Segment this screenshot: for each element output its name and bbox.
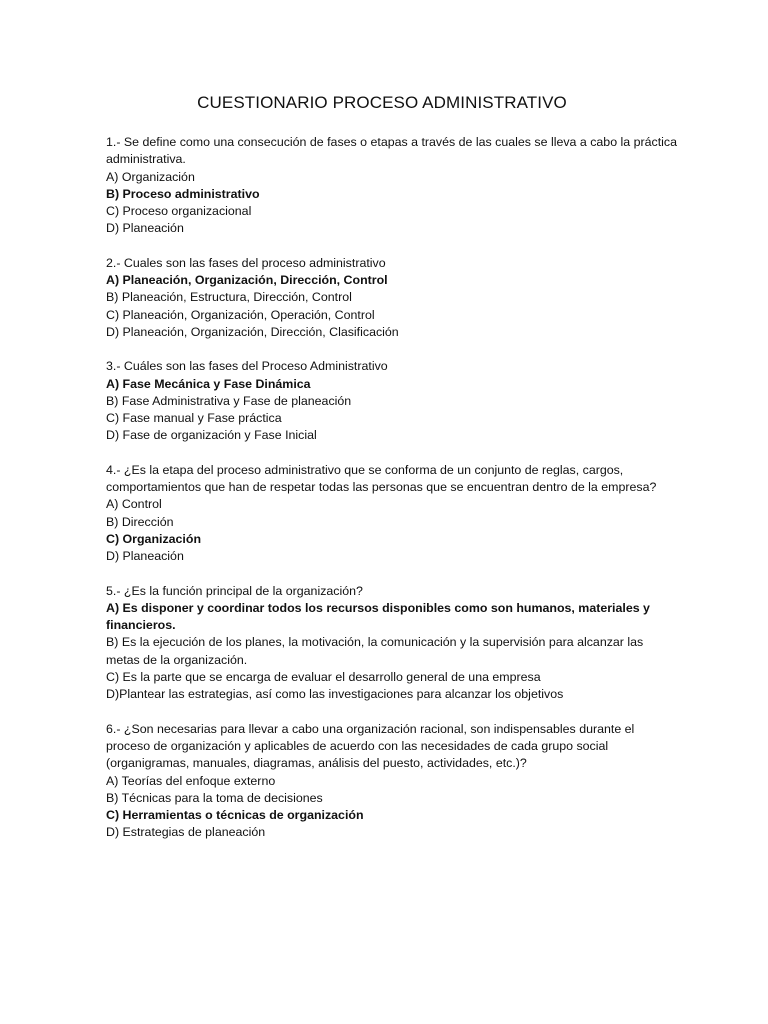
answer-option [106,790,678,807]
option-text: Organización [119,531,202,546]
option-text: Teorías del enfoque externo [118,773,276,788]
option-text: Es disponer y coordinar todos los recursos disponibles como son humanos, materiales y financieros. [106,600,650,633]
document-title: CUESTIONARIO PROCESO ADMINISTRATIVO [197,93,567,112]
option-letter: C) [106,411,120,426]
option-letter: A) [106,497,119,512]
answer-option-correct [106,376,678,393]
option-letter: C) [106,307,120,322]
option-letter: B) [106,290,119,305]
option-text: Planeación [119,549,184,564]
answer-option [106,773,678,790]
option-text: Es la parte que se encarga de evaluar el desarrollo general de una empresa [119,670,541,685]
answer-option [106,393,678,410]
option-text: Herramientas o técnicas de organización [119,808,364,823]
option-text: Fase Administrativa y Fase de planeación [118,393,352,408]
answer-option [106,203,678,220]
answer-option [106,169,678,186]
option-letter: D) [106,428,120,443]
option-letter: D) [106,324,120,339]
option-letter: A) [106,273,120,288]
option-letter: B) [106,514,119,529]
option-letter: D) [106,687,120,702]
answer-option [106,496,678,513]
option-text: Proceso organizacional [119,204,252,219]
question-text: 1.- Se define como una consecución de fases o etapas a través de las cuales se lleva a cabo la práctica administrativa. [106,135,677,167]
question-text: 6.- ¿Son necesarias para llevar a cabo una organización racional, son indispensables durante el proceso de organización y aplicables de acuerdo con las necesidades de cada grupo social (organigramas, manuales, diagramas, análisis del puesto, actividades, etc.)? [106,721,635,771]
option-letter: B) [106,635,119,650]
option-letter: A) [106,773,119,788]
option-text: Técnicas para la toma de decisiones [118,790,323,805]
option-text: Planeación, Organización, Dirección, Control [119,273,388,288]
option-letter: D) [106,221,120,236]
answer-option-correct [106,807,678,824]
answer-option-correct [106,600,678,635]
option-letter: C) [106,204,120,219]
question-block [106,583,678,704]
answer-option [106,324,678,341]
question-block [106,721,678,842]
option-text: Planeación, Organización, Dirección, Clasificación [119,324,399,339]
option-text: Planeación, Estructura, Dirección, Control [118,290,352,305]
answer-option [106,669,678,686]
option-letter: A) [106,376,120,391]
question-block [106,358,678,444]
option-text: Control [118,497,162,512]
option-text: Proceso administrativo [119,186,260,201]
answer-option [106,427,678,444]
option-text: Planeación, Organización, Operación, Control [119,307,375,322]
option-letter: C) [106,808,120,823]
option-text: Fase Mecánica y Fase Dinámica [119,376,311,391]
answer-option [106,686,678,703]
question-block [106,462,678,566]
option-letter: B) [106,393,119,408]
option-text: Estrategias de planeación [119,825,266,840]
option-text: Es la ejecución de los planes, la motivación, la comunicación y la supervisión para alcanzar las metas de la organización. [106,635,644,667]
option-letter: C) [106,531,120,546]
option-text: Fase manual y Fase práctica [119,411,282,426]
answer-option-correct [106,186,678,203]
option-letter: A) [106,600,120,615]
option-letter: B) [106,186,120,201]
answer-option [106,634,678,669]
question-text: 5.- ¿Es la función principal de la organización? [106,583,363,598]
option-text: Planeación [119,221,184,236]
option-letter: B) [106,790,119,805]
question-text: 2.- Cuales son las fases del proceso administrativo [106,255,386,270]
question-text: 3.- Cuáles son las fases del Proceso Administrativo [106,359,388,374]
option-letter: C) [106,670,120,685]
option-text: Organización [118,169,195,184]
question-block [106,255,678,341]
answer-option [106,410,678,427]
option-letter: D) [106,825,120,840]
question-list [106,134,678,842]
question-block [106,134,678,238]
answer-option [106,824,678,841]
answer-option [106,220,678,237]
answer-option-correct [106,272,678,289]
option-text: Plantear las estrategias, así como las investigaciones para alcanzar los objetivos [119,687,564,702]
answer-option [106,289,678,306]
question-text: 4.- ¿Es la etapa del proceso administrativo que se conforma de un conjunto de reglas, cargos, comportamientos que han de respetar todas las personas que se encuentran dentro de la empresa? [106,462,657,495]
answer-option [106,548,678,565]
option-text: Dirección [118,514,174,529]
answer-option [106,307,678,324]
answer-option-correct [106,531,678,548]
option-letter: A) [106,169,119,184]
option-letter: D) [106,549,120,564]
answer-option [106,514,678,531]
option-text: Fase de organización y Fase Inicial [119,428,317,443]
